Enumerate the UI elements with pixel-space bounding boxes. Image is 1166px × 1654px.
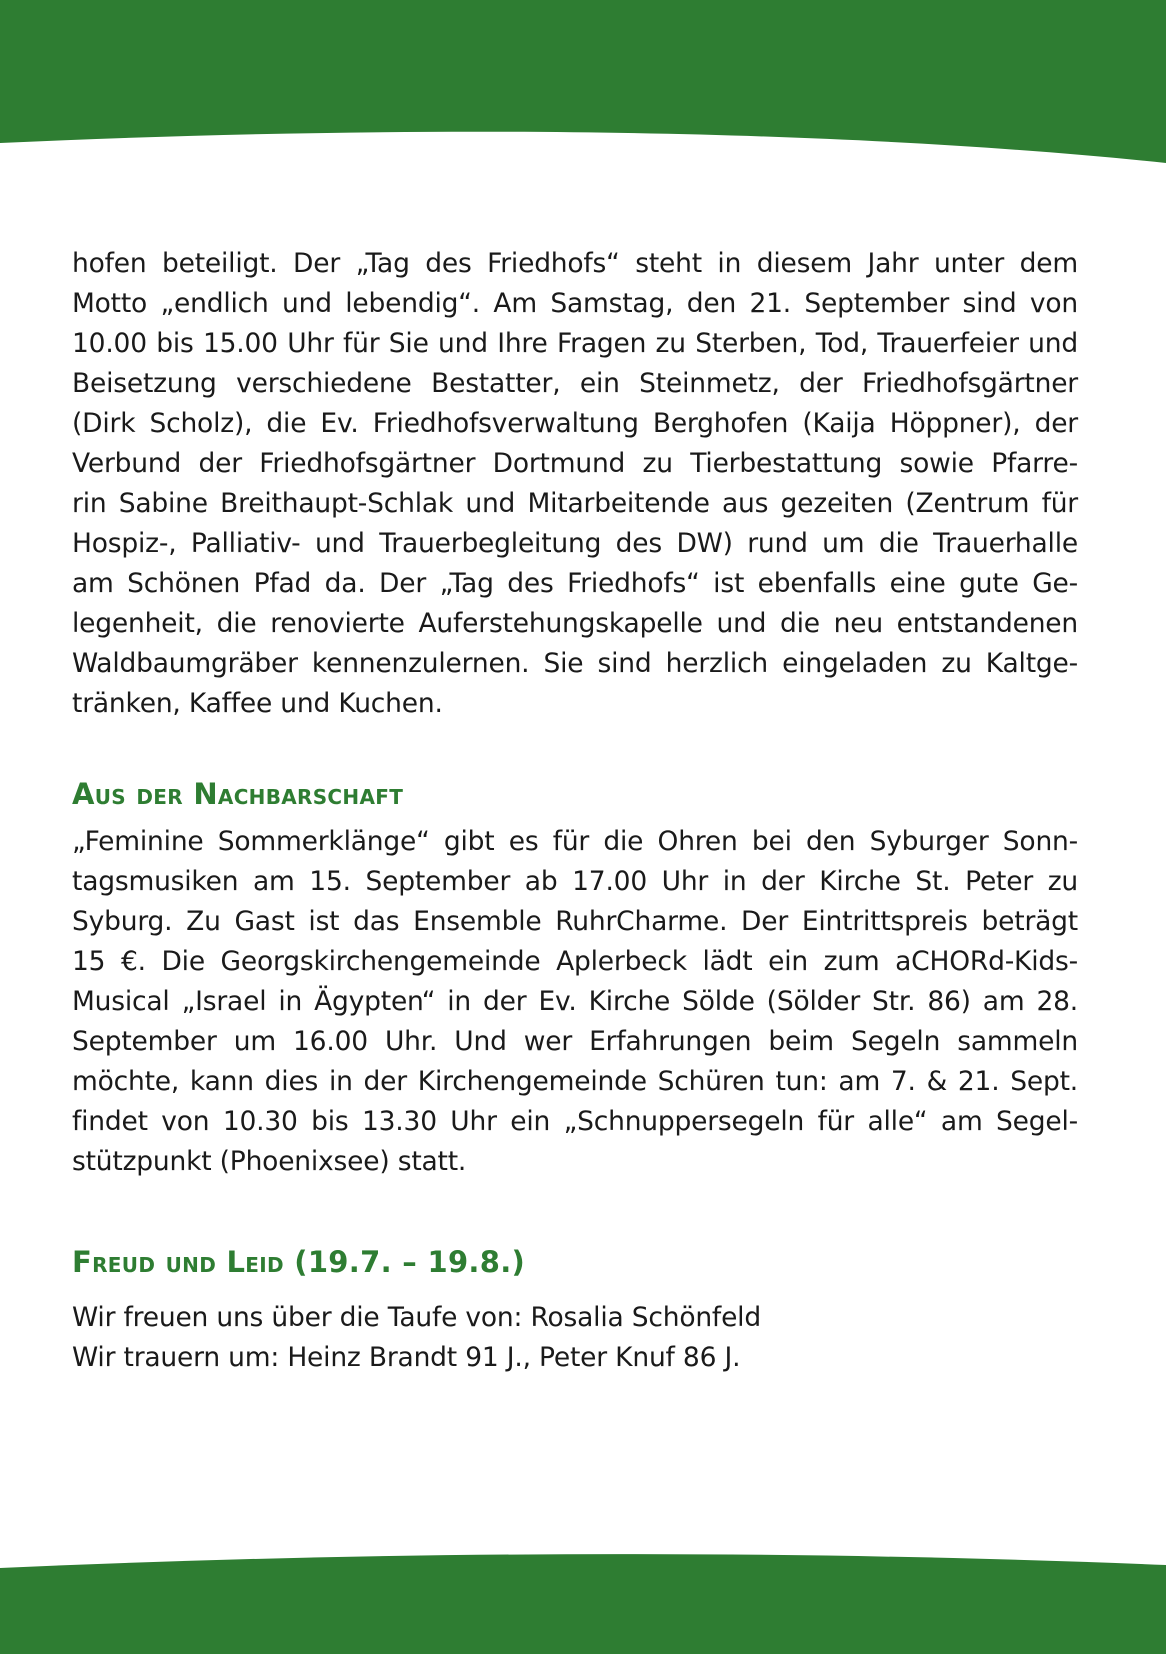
text-line: 15 €. Die Georgskirchengemeinde Aplerbeck lädt ein zum aCHORd-Kids- <box>72 946 1078 977</box>
text-line: 10.00 bis 15.00 Uhr für Sie und Ihre Fragen zu Sterben, Tod, Trauerfeier und <box>72 328 1078 359</box>
text-line: tränken, Kaffee und Kuchen. <box>72 688 443 719</box>
section-heading-freud-leid: Freud und Leid (19.7. – 19.8.) <box>72 1245 526 1279</box>
text-line: (Dirk Scholz), die Ev. Friedhofsverwaltung Berghofen (Kaija Höppner), der <box>72 408 1078 439</box>
text-line: Wir trauern um: Heinz Brandt 91 J., Peter Knuf 86 J. <box>72 1342 741 1373</box>
text-line: hofen beteiligt. Der „Tag des Friedhofs“ steht in diesem Jahr unter dem <box>72 248 1078 279</box>
text-line: September um 16.00 Uhr. Und wer Erfahrungen beim Segeln sammeln <box>72 1026 1078 1057</box>
text-line: legenheit, die renovierte Auferstehungskapelle und die neu entstandenen <box>72 608 1078 639</box>
text-line: Wir freuen uns über die Taufe von: Rosalia Schönfeld <box>72 1302 761 1333</box>
top-green-band <box>0 0 1166 170</box>
text-line: rin Sabine Breithaupt-Schlak und Mitarbeitende aus gezeiten (Zentrum für <box>72 488 1078 519</box>
text-line: stützpunkt (Phoenixsee) statt. <box>72 1146 467 1177</box>
page-content <box>72 244 1078 1378</box>
bottom-green-band <box>0 1540 1166 1654</box>
text-line: Beisetzung verschiedene Bestatter, ein Steinmetz, der Friedhofsgärtner <box>72 368 1078 399</box>
text-line: Syburg. Zu Gast ist das Ensemble RuhrCharme. Der Eintrittspreis beträgt <box>72 906 1078 937</box>
freud-leid-paragraph <box>72 1298 1078 1378</box>
text-line: Hospiz-, Palliativ- und Trauerbegleitung des DW) rund um die Trauerhalle <box>72 528 1078 559</box>
nachbarschaft-paragraph <box>72 822 1078 1182</box>
text-line: „Feminine Sommerklänge“ gibt es für die Ohren bei den Syburger Sonn- <box>72 826 1078 857</box>
text-line: möchte, kann dies in der Kirchengemeinde Schüren tun: am 7. & 21. Sept. <box>72 1066 1078 1097</box>
text-line: Musical „Israel in Ägypten“ in der Ev. Kirche Sölde (Sölder Str. 86) am 28. <box>72 986 1078 1017</box>
text-line: Motto „endlich und lebendig“. Am Samstag, den 21. September sind von <box>72 288 1078 319</box>
text-line: findet von 10.30 bis 13.30 Uhr ein „Schnuppersegeln für alle“ am Segel- <box>72 1106 1078 1137</box>
text-line: am Schönen Pfad da. Der „Tag des Friedhofs“ ist ebenfalls eine gute Ge- <box>72 568 1078 599</box>
text-line: Waldbaumgräber kennenzulernen. Sie sind herzlich eingeladen zu Kaltge- <box>72 648 1078 679</box>
text-line: Verbund der Friedhofsgärtner Dortmund zu Tierbestattung sowie Pfarre- <box>72 448 1078 479</box>
text-line: tagsmusiken am 15. September ab 17.00 Uhr in der Kirche St. Peter zu <box>72 866 1078 897</box>
section-heading-nachbarschaft: Aus der Nachbarschaft <box>72 777 404 811</box>
intro-paragraph <box>72 244 1078 724</box>
